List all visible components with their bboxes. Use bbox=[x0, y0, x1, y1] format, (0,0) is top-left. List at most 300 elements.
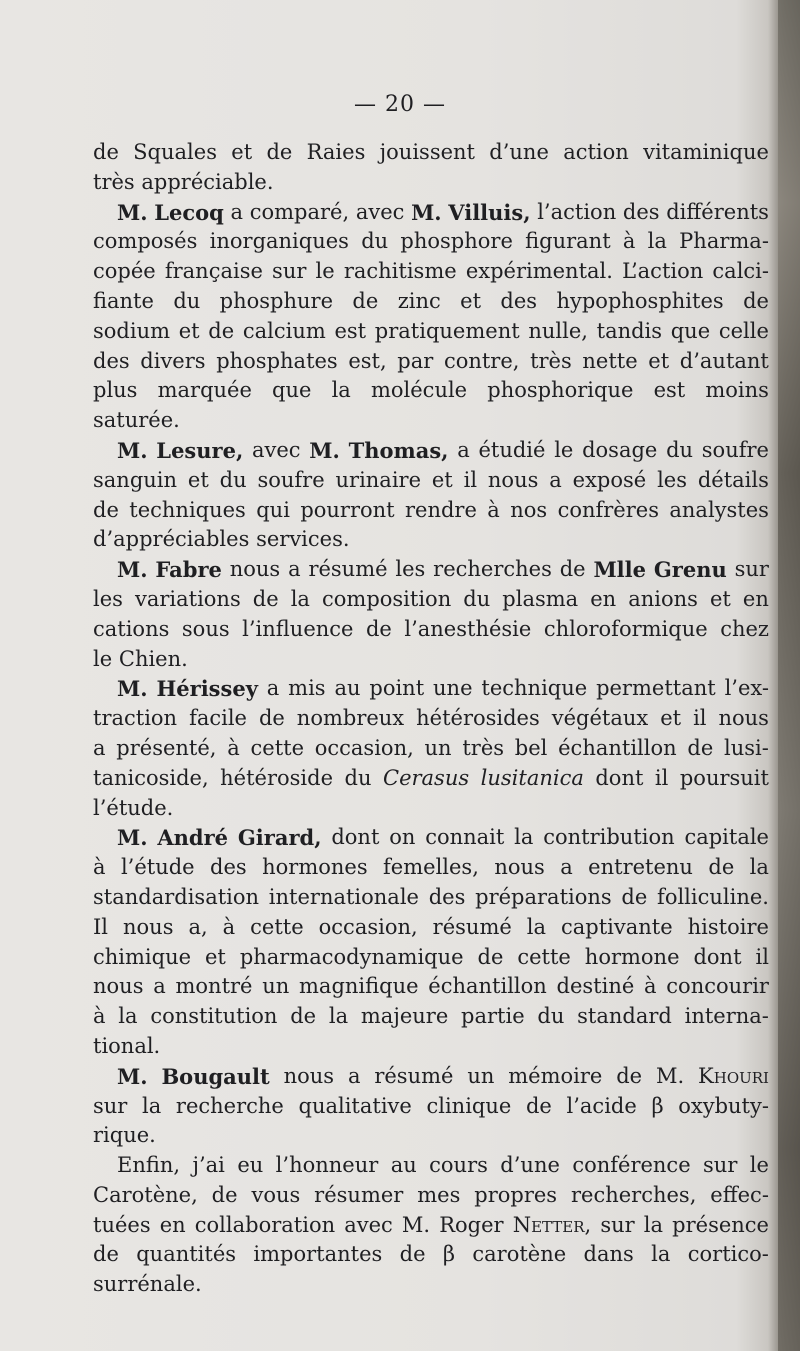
word: copée bbox=[93, 259, 156, 284]
word: M. bbox=[117, 557, 148, 583]
text-line bbox=[93, 883, 769, 913]
word: l’étude. bbox=[93, 795, 174, 820]
word: des bbox=[500, 288, 538, 313]
text-line bbox=[93, 138, 769, 168]
word: Cerasus bbox=[383, 765, 470, 790]
word: de bbox=[266, 140, 293, 164]
word: chez bbox=[720, 616, 769, 641]
word: de bbox=[252, 586, 279, 611]
word: pourront bbox=[300, 497, 395, 522]
word: du bbox=[361, 229, 389, 254]
word: résumé bbox=[374, 1063, 454, 1088]
text-line bbox=[93, 853, 769, 883]
word: tuées bbox=[93, 1212, 151, 1237]
word: techniques bbox=[129, 497, 246, 522]
word: André bbox=[157, 825, 229, 851]
word: expérimental. bbox=[465, 259, 613, 284]
word: poursuit bbox=[679, 765, 769, 790]
page-edge-shadow bbox=[778, 0, 800, 1351]
word: a bbox=[288, 557, 301, 582]
word: nous bbox=[229, 557, 281, 582]
word: Pharma- bbox=[679, 229, 769, 254]
word: résumé bbox=[432, 914, 512, 939]
word: vitaminique bbox=[643, 140, 769, 164]
word: est, bbox=[348, 348, 387, 373]
word: de bbox=[258, 706, 285, 731]
word: chimique bbox=[93, 944, 192, 969]
word: de bbox=[687, 735, 714, 760]
word: recherches bbox=[433, 557, 552, 582]
text-line bbox=[93, 1032, 769, 1062]
word: l’anesthésie bbox=[404, 616, 532, 641]
word: phosphates bbox=[216, 348, 338, 373]
text-line bbox=[93, 555, 769, 585]
text-line bbox=[93, 1181, 769, 1211]
word: de bbox=[399, 1242, 426, 1267]
word: M. bbox=[401, 1212, 431, 1237]
word: à bbox=[487, 497, 500, 522]
word: tional. bbox=[93, 1033, 161, 1058]
word: de bbox=[93, 140, 119, 164]
word: hormone bbox=[584, 944, 680, 969]
word: bel bbox=[514, 735, 548, 760]
word: variations bbox=[134, 586, 241, 611]
word: hétéroside bbox=[220, 765, 334, 790]
word: calci- bbox=[712, 259, 769, 284]
word: sur bbox=[734, 557, 769, 582]
word: qualitative bbox=[298, 1093, 412, 1118]
word: M. bbox=[117, 1063, 148, 1089]
word: cations bbox=[93, 616, 170, 641]
word: un bbox=[467, 1063, 495, 1088]
word: a bbox=[230, 199, 244, 224]
text-line bbox=[93, 376, 769, 406]
word: jouissent bbox=[379, 140, 475, 164]
word: la bbox=[290, 586, 310, 611]
word: de bbox=[93, 1242, 119, 1267]
word: Lesure, bbox=[156, 437, 244, 463]
word: le bbox=[93, 646, 113, 671]
word: pharmacodynamique bbox=[239, 944, 464, 969]
word: a bbox=[266, 676, 280, 701]
word: la bbox=[526, 914, 547, 939]
word: nous bbox=[283, 1063, 335, 1088]
word: un bbox=[424, 735, 452, 760]
word: histoire bbox=[687, 914, 769, 939]
word: et bbox=[660, 706, 682, 731]
word: à bbox=[622, 229, 636, 254]
word: β bbox=[442, 1242, 456, 1267]
word: carotène bbox=[472, 1242, 567, 1267]
word: quantités bbox=[136, 1242, 237, 1267]
text-line bbox=[93, 168, 769, 198]
word: nulle, bbox=[528, 318, 588, 343]
word: a bbox=[549, 467, 562, 492]
text-line bbox=[93, 1121, 769, 1151]
word: du bbox=[537, 1004, 565, 1029]
word: plasma bbox=[502, 586, 579, 611]
word: de bbox=[525, 1093, 552, 1118]
word: concourir bbox=[666, 974, 769, 999]
text-line bbox=[93, 704, 769, 734]
text-line bbox=[93, 1002, 769, 1032]
word: action bbox=[563, 140, 629, 164]
word: soufre bbox=[257, 467, 325, 492]
word: à bbox=[222, 914, 236, 939]
word: la bbox=[331, 378, 351, 403]
word: effec- bbox=[710, 1182, 769, 1207]
word: des bbox=[622, 199, 660, 224]
word: sodium bbox=[93, 318, 171, 343]
word: captivante bbox=[561, 914, 673, 939]
word: rachitisme bbox=[343, 259, 457, 284]
word: que bbox=[670, 318, 711, 343]
word: β bbox=[651, 1093, 664, 1118]
word: nombreux bbox=[296, 706, 405, 731]
word: dont bbox=[693, 944, 742, 969]
word: Girard, bbox=[237, 825, 322, 851]
word: nette bbox=[582, 348, 638, 373]
word: le bbox=[554, 437, 574, 462]
word: cette bbox=[250, 735, 304, 760]
text-line bbox=[93, 585, 769, 615]
word: dans bbox=[583, 1242, 634, 1267]
word: en bbox=[590, 586, 617, 611]
word: au bbox=[390, 1153, 417, 1178]
text-line bbox=[93, 406, 769, 436]
word: de bbox=[616, 1063, 643, 1088]
word: préparations bbox=[475, 884, 612, 909]
word: très bbox=[462, 735, 505, 760]
word: oxybuty- bbox=[678, 1093, 769, 1118]
word: services. bbox=[256, 527, 350, 552]
word: M. bbox=[117, 825, 148, 851]
word: de bbox=[290, 1004, 317, 1029]
word: nous bbox=[93, 974, 144, 999]
word: française bbox=[164, 259, 263, 284]
word: le bbox=[749, 1153, 769, 1178]
word: les bbox=[657, 467, 687, 492]
word: de bbox=[708, 855, 735, 880]
word: collaboration bbox=[194, 1212, 336, 1237]
word: Chien. bbox=[118, 646, 188, 671]
word: conférence bbox=[572, 1153, 691, 1178]
word: un bbox=[262, 974, 290, 999]
word: molécule bbox=[370, 378, 468, 403]
text-line bbox=[93, 1240, 769, 1270]
word: a bbox=[93, 735, 106, 760]
word: d’appréciables bbox=[93, 527, 250, 552]
word: Raies bbox=[306, 140, 366, 164]
word: permettant bbox=[596, 676, 716, 701]
text-line bbox=[93, 287, 769, 317]
word: Villuis, bbox=[448, 199, 531, 225]
word: du bbox=[666, 437, 694, 462]
word: du bbox=[173, 288, 201, 313]
word: importantes bbox=[253, 1242, 383, 1267]
word: calcium bbox=[242, 318, 326, 343]
word: à bbox=[93, 1004, 106, 1029]
word: échantillon bbox=[558, 735, 677, 760]
word: composition bbox=[322, 586, 452, 611]
word: a bbox=[153, 974, 166, 999]
word: sur bbox=[272, 259, 307, 284]
word: nous bbox=[487, 467, 539, 492]
word: M. bbox=[117, 437, 148, 463]
word: la bbox=[328, 1004, 349, 1029]
word: l’influence bbox=[242, 616, 354, 641]
word: dont bbox=[595, 765, 644, 790]
word: j’ai bbox=[192, 1153, 225, 1178]
word: et bbox=[710, 586, 731, 611]
word: lusitanica bbox=[480, 765, 584, 790]
text-line bbox=[93, 436, 769, 466]
text-line bbox=[93, 734, 769, 764]
word: nous bbox=[123, 914, 174, 939]
word: est bbox=[653, 378, 686, 403]
word: avec bbox=[355, 199, 405, 224]
word: a, bbox=[188, 914, 208, 939]
word: la bbox=[514, 825, 534, 850]
word: M. bbox=[411, 199, 442, 225]
word: la bbox=[749, 855, 769, 880]
word: et bbox=[178, 318, 200, 343]
word: urinaire bbox=[335, 467, 422, 492]
word: la bbox=[643, 1212, 664, 1237]
text-line bbox=[93, 794, 769, 824]
word: vous bbox=[251, 1182, 301, 1207]
word: destiné bbox=[556, 974, 635, 999]
word: la bbox=[118, 1004, 138, 1029]
word: et bbox=[231, 140, 253, 164]
word: Fabre bbox=[155, 557, 222, 583]
word: de bbox=[743, 288, 769, 313]
word: des bbox=[428, 884, 466, 909]
word: soufre bbox=[701, 437, 769, 462]
word: occasion, bbox=[314, 735, 414, 760]
word: sur bbox=[703, 1153, 738, 1178]
word: connait bbox=[425, 825, 505, 850]
text-line bbox=[93, 913, 769, 943]
word: surrénale. bbox=[93, 1272, 202, 1297]
word: on bbox=[389, 825, 416, 850]
text-line bbox=[93, 764, 769, 794]
word: sur bbox=[93, 1093, 128, 1118]
word: à bbox=[93, 855, 106, 880]
word: sous bbox=[181, 616, 230, 641]
word: d’une bbox=[500, 1153, 560, 1178]
word: magnifique bbox=[299, 974, 419, 999]
word: hétérosides bbox=[416, 706, 540, 731]
word: phosphure bbox=[219, 288, 334, 313]
body-text bbox=[93, 138, 769, 1300]
word: en bbox=[159, 1212, 186, 1237]
word: sur bbox=[600, 1212, 635, 1237]
word: qui bbox=[256, 497, 290, 522]
word: nous bbox=[718, 706, 769, 731]
word: traction bbox=[93, 706, 178, 731]
word: pratiquement bbox=[374, 318, 520, 343]
word: composés bbox=[93, 229, 198, 254]
word: à bbox=[644, 974, 657, 999]
word: avec bbox=[251, 437, 301, 462]
word: cours bbox=[429, 1153, 488, 1178]
word: et bbox=[204, 944, 226, 969]
word: sanguin bbox=[93, 467, 178, 492]
word: la bbox=[142, 1093, 162, 1118]
word: Khouri bbox=[698, 1063, 769, 1088]
word: Carotène, bbox=[93, 1182, 198, 1207]
word: résumer bbox=[314, 1182, 404, 1207]
word: du bbox=[463, 586, 491, 611]
word: a bbox=[457, 437, 470, 462]
word: technique bbox=[481, 676, 588, 701]
word: analystes bbox=[669, 497, 769, 522]
text-line bbox=[93, 972, 769, 1002]
word: il bbox=[755, 944, 769, 969]
word: et bbox=[187, 467, 209, 492]
word: contribution bbox=[543, 825, 675, 850]
word: présenté, bbox=[116, 735, 217, 760]
word: du bbox=[219, 467, 247, 492]
word: rendre bbox=[405, 497, 477, 522]
word: folliculine. bbox=[657, 884, 769, 909]
word: marquée bbox=[157, 378, 252, 403]
word: présence bbox=[672, 1212, 769, 1237]
word: Mlle bbox=[593, 557, 646, 583]
word: L’action bbox=[622, 259, 704, 284]
text-line bbox=[93, 198, 769, 228]
word: détails bbox=[697, 467, 769, 492]
word: M. bbox=[655, 1063, 685, 1088]
word: anions bbox=[628, 586, 698, 611]
word: cette bbox=[250, 914, 304, 939]
word: tanicoside, bbox=[93, 765, 209, 790]
text-line bbox=[93, 943, 769, 973]
word: de bbox=[352, 288, 379, 313]
word: différents bbox=[666, 199, 769, 224]
word: partie bbox=[461, 1004, 525, 1029]
word: clinique bbox=[426, 1093, 512, 1118]
word: standard bbox=[577, 1004, 672, 1029]
word: que bbox=[272, 378, 312, 403]
word: il bbox=[693, 706, 707, 731]
word: une bbox=[433, 676, 473, 701]
word: contre, bbox=[443, 348, 520, 373]
word: mes bbox=[417, 1182, 461, 1207]
word: très bbox=[530, 348, 572, 373]
word: facile bbox=[189, 706, 247, 731]
word: en bbox=[742, 586, 769, 611]
word: Il bbox=[93, 914, 109, 939]
word: très bbox=[93, 169, 135, 194]
word: interna- bbox=[684, 1004, 769, 1029]
word: et bbox=[648, 348, 670, 373]
text-line bbox=[93, 1092, 769, 1122]
word: des bbox=[210, 855, 247, 880]
word: point bbox=[369, 676, 425, 701]
word: tandis bbox=[596, 318, 663, 343]
word: le bbox=[315, 259, 335, 284]
word: capitale bbox=[684, 825, 769, 850]
word: de bbox=[208, 318, 235, 343]
word: femelles, bbox=[383, 855, 479, 880]
word: échantillon bbox=[428, 974, 547, 999]
word: la bbox=[647, 229, 667, 254]
text-line bbox=[93, 1151, 769, 1181]
word: l’acide bbox=[566, 1093, 637, 1118]
word: celle bbox=[718, 318, 769, 343]
word: M. bbox=[117, 199, 148, 225]
word: M. bbox=[309, 437, 340, 463]
word: l’étude bbox=[120, 855, 195, 880]
word: dont bbox=[331, 825, 380, 850]
word: à bbox=[227, 735, 240, 760]
word: il bbox=[463, 467, 478, 492]
word: occasion, bbox=[318, 914, 418, 939]
text-line bbox=[93, 823, 769, 853]
text-line bbox=[93, 347, 769, 377]
word: moins bbox=[705, 378, 769, 403]
text-line bbox=[93, 466, 769, 496]
word: lusi- bbox=[724, 735, 769, 760]
word: comparé, bbox=[249, 199, 350, 224]
word: hypophosphites bbox=[556, 288, 724, 313]
word: est bbox=[334, 318, 367, 343]
word: les bbox=[93, 586, 123, 611]
word: de bbox=[477, 944, 504, 969]
word: phosphore bbox=[400, 229, 513, 254]
word: recherches, bbox=[570, 1182, 697, 1207]
word: Enfin, bbox=[117, 1153, 181, 1178]
word: Hérissey bbox=[156, 676, 258, 702]
word: nos bbox=[510, 497, 548, 522]
text-line bbox=[93, 1270, 769, 1300]
word: internationale bbox=[268, 884, 419, 909]
text-line bbox=[93, 615, 769, 645]
word: recherche bbox=[175, 1093, 284, 1118]
word: figurant bbox=[525, 229, 611, 254]
word: Lecoq bbox=[154, 199, 224, 225]
word: inorganiques bbox=[209, 229, 349, 254]
word: dosage bbox=[582, 437, 658, 462]
word: mémoire bbox=[508, 1063, 603, 1088]
word: phosphorique bbox=[487, 378, 634, 403]
word: la bbox=[651, 1242, 671, 1267]
word: propres bbox=[474, 1182, 558, 1207]
word: et bbox=[431, 467, 453, 492]
word: au bbox=[334, 676, 361, 701]
word: majeure bbox=[360, 1004, 449, 1029]
word: étudié bbox=[478, 437, 546, 462]
word: Bougault bbox=[161, 1063, 270, 1089]
word: de bbox=[211, 1182, 238, 1207]
word: Roger bbox=[439, 1212, 504, 1237]
text-line bbox=[93, 317, 769, 347]
word: plus bbox=[93, 378, 138, 403]
word: entretenu bbox=[588, 855, 693, 880]
text-line bbox=[93, 496, 769, 526]
word: avec bbox=[344, 1212, 393, 1237]
word: Thomas, bbox=[348, 437, 449, 463]
word: constitution bbox=[150, 1004, 278, 1029]
text-line bbox=[93, 257, 769, 287]
word: cortico- bbox=[687, 1242, 769, 1267]
text-line bbox=[93, 674, 769, 704]
word: appréciable. bbox=[141, 169, 274, 194]
word: saturée. bbox=[93, 408, 180, 433]
word: divers bbox=[140, 348, 206, 373]
